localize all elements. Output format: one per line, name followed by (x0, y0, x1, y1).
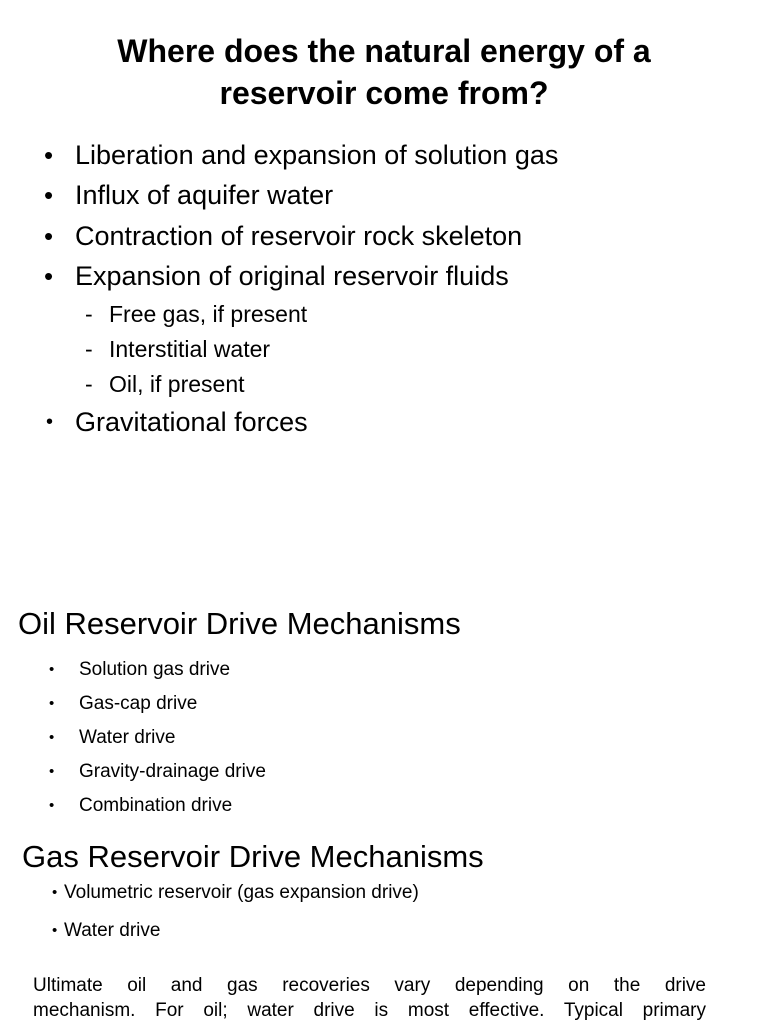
list-item: Liberation and expansion of solution gas (75, 140, 559, 170)
bullet-marker: • (44, 261, 54, 291)
dash-marker: - (85, 371, 93, 397)
paragraph-line-1: Ultimate oil and gas recoveries vary depending on the drive (33, 975, 706, 996)
bullet-marker: • (49, 797, 55, 814)
bullet-marker: • (52, 884, 58, 901)
bullet-marker: • (52, 922, 58, 939)
sub-list-item: Interstitial water (109, 336, 271, 362)
list-item: Volumetric reservoir (gas expansion drive) (64, 882, 419, 903)
list-item: Gravitational forces (75, 407, 308, 437)
sub-list-item: Free gas, if present (109, 301, 308, 327)
list-item: Gravity-drainage drive (79, 761, 266, 782)
title-line-1: Where does the natural energy of a (117, 33, 651, 69)
bullet-marker: • (49, 763, 55, 780)
title-line-2: reservoir come from? (219, 75, 549, 111)
paragraph-line-2: mechanism. For oil; water drive is most effective. Typical primary (33, 1000, 706, 1021)
bullet-marker: • (49, 661, 55, 678)
list-item: Solution gas drive (79, 659, 231, 680)
list-item: Water drive (79, 727, 176, 748)
bullet-marker: • (49, 695, 55, 712)
gas-drive-heading: Gas Reservoir Drive Mechanisms (22, 839, 484, 874)
list-item: Contraction of reservoir rock skeleton (75, 221, 523, 251)
list-item: Combination drive (79, 795, 233, 816)
dash-marker: - (85, 301, 93, 327)
list-item: Expansion of original reservoir fluids (75, 261, 509, 291)
list-item: Gas-cap drive (79, 693, 198, 714)
bullet-marker: • (44, 140, 54, 170)
recovery-paragraph (33, 973, 706, 1023)
bullet-marker: • (46, 411, 54, 433)
bullet-marker: • (49, 729, 55, 746)
list-item: Water drive (64, 920, 161, 941)
bullet-marker: • (44, 180, 54, 210)
bullet-marker: • (44, 221, 54, 251)
list-item: Influx of aquifer water (75, 180, 334, 210)
dash-marker: - (85, 336, 93, 362)
oil-drive-heading: Oil Reservoir Drive Mechanisms (18, 606, 461, 641)
sub-list-item: Oil, if present (109, 371, 245, 397)
page-title (0, 30, 768, 114)
